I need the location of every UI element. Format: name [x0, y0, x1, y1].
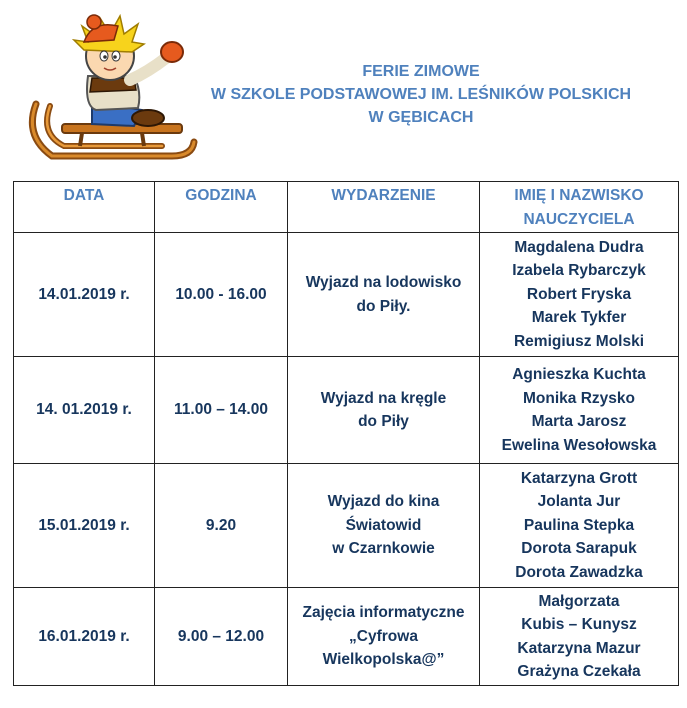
column-header-teacher: IMIĘ I NAZWISKO NAUCZYCIELA: [480, 182, 679, 233]
schedule-table: [13, 181, 679, 686]
cell-time: 10.00 - 16.00: [155, 233, 288, 357]
title-line: W GĘBICACH: [368, 109, 474, 126]
cell-teachers: Małgorzata Kubis – Kunysz Katarzyna Mazur Grażyna Czekała: [480, 588, 679, 686]
cell-event: Zajęcia informatyczne „Cyfrowa Wielkopolska@”: [288, 588, 480, 686]
cell-teachers: Katarzyna Grott Jolanta Jur Paulina Stepka Dorota Sarapuk Dorota Zawadzka: [480, 464, 679, 588]
cell-teachers: Magdalena Dudra Izabela Rybarczyk Robert Fryska Marek Tykfer Remigiusz Molski: [480, 233, 679, 357]
table-row: [14, 588, 679, 686]
cell-date: 14. 01.2019 r.: [14, 357, 155, 464]
cell-date: 14.01.2019 r.: [14, 233, 155, 357]
column-header-date: DATA: [14, 182, 155, 233]
cell-date: 15.01.2019 r.: [14, 464, 155, 588]
title-line: FERIE ZIMOWE: [362, 63, 480, 80]
cell-time: 11.00 – 14.00: [155, 357, 288, 464]
title-line: W SZKOLE PODSTAWOWEJ IM. LEŚNIKÓW POLSKICH: [210, 86, 632, 103]
cell-event: Wyjazd na kręgle do Piły: [288, 357, 480, 464]
child-on-sled-illustration: [22, 6, 202, 168]
cell-event: Wyjazd na lodowisko do Piły.: [288, 233, 480, 357]
column-header-time: GODZINA: [155, 182, 288, 233]
cell-event: Wyjazd do kina Światowid w Czarnkowie: [288, 464, 480, 588]
cell-date: 16.01.2019 r.: [14, 588, 155, 686]
table-header-row: [14, 182, 679, 233]
column-header-event: WYDARZENIE: [288, 182, 480, 233]
cell-teachers: Agnieszka Kuchta Monika Rzysko Marta Jarosz Ewelina Wesołowska: [480, 357, 679, 464]
table-row: [14, 233, 679, 357]
page-title: [196, 60, 646, 129]
table-row: [14, 357, 679, 464]
table-row: [14, 464, 679, 588]
cell-time: 9.20: [155, 464, 288, 588]
cell-time: 9.00 – 12.00: [155, 588, 288, 686]
